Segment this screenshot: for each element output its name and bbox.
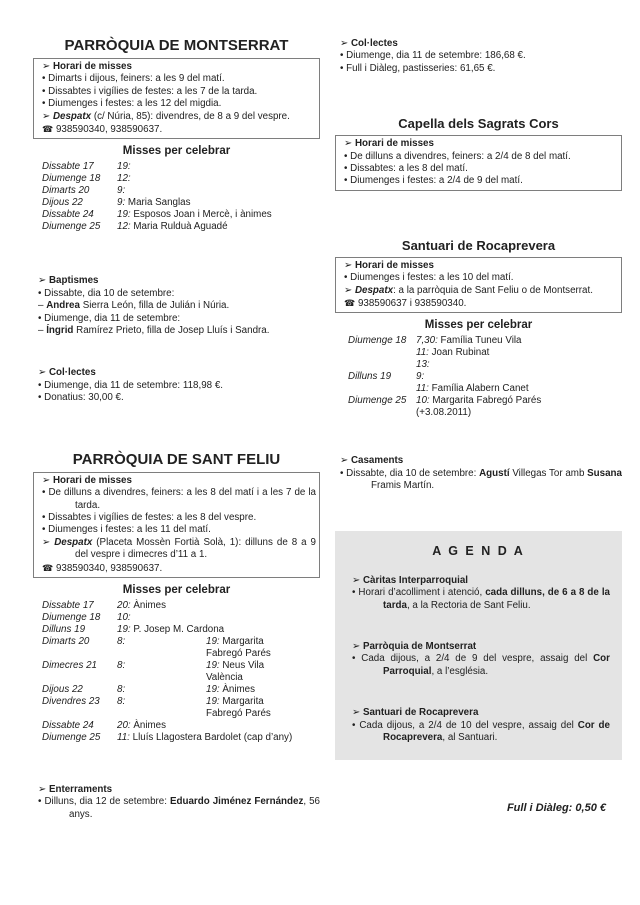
bullet-icon: • — [344, 163, 348, 175]
montserrat-masses-table — [33, 161, 320, 233]
phone-icon: ☎ — [344, 298, 356, 309]
price-note: Full i Diàleg: 0,50 € — [506, 802, 606, 815]
bullet-icon: • — [38, 796, 42, 808]
mass-entry-2: 19: Margarita Fabregó Parés — [206, 635, 271, 659]
bullet-icon: • — [42, 524, 46, 536]
mass-entry-1: 20: Ànimes — [117, 719, 167, 731]
rocaprevera-masses-table — [335, 335, 622, 419]
mass-entry-2 — [206, 720, 301, 732]
bullet-icon: • — [42, 487, 46, 499]
mass-row — [33, 185, 320, 197]
collectes-section — [335, 38, 622, 75]
day-label: Dijous 22 — [42, 197, 83, 209]
bullet-icon: • — [42, 73, 46, 85]
horari-item: • Diumenges i festes: a les 11 del matí. — [42, 524, 211, 536]
arrow-bullet-icon: ➢ — [38, 367, 47, 379]
horari-item: • De dilluns a divendres, feiners: a les 8 del matí i a les 7 de la tarda. — [42, 487, 316, 511]
agenda-title: A G E N D A — [432, 543, 525, 558]
horari-header: ➢ Horari de misses — [42, 474, 132, 486]
day-label: Dimecres 21 — [42, 659, 97, 671]
mass-entry-1: 19: P. Josep M. Cardona — [117, 623, 225, 635]
casaments-section — [335, 455, 622, 492]
mass-entry-1: 11: Lluís Llagostera Bardolet (cap d’any) — [117, 731, 293, 743]
mass-entry-2 — [206, 600, 301, 612]
mass-row — [335, 395, 622, 419]
day-label: Dimarts 20 — [42, 635, 90, 647]
arrow-bullet-icon: ➢ — [344, 259, 353, 271]
arrow-bullet-icon: ➢ — [352, 707, 361, 719]
day-label: Diumenge 18 — [348, 335, 407, 347]
bullet-icon: • — [352, 587, 356, 599]
mass-entry: 7,30: Família Tuneu Vila — [416, 335, 522, 347]
mass-row — [33, 624, 320, 636]
mass-entry-2: 19: Ànimes — [206, 683, 256, 695]
mass-entry-2: 19: Margarita Fabregó Parés — [206, 695, 271, 719]
bullet-icon: • — [340, 467, 344, 479]
arrow-bullet-icon: ➢ — [38, 275, 47, 287]
mass-entry-1: 8: — [117, 695, 126, 707]
day-label — [335, 383, 416, 395]
mass-row — [33, 612, 320, 624]
mass-row — [33, 209, 320, 221]
mass-row — [335, 371, 622, 383]
day-label: Dissabte 24 — [42, 209, 94, 221]
arrow-bullet-icon: ➢ — [340, 38, 349, 49]
mass-row — [33, 660, 320, 684]
mass-entry: 10: Margarita Fabregó Parés (+3.08.2011) — [416, 395, 542, 419]
agenda-item-header: ➢ Parròquia de Montserrat — [352, 640, 477, 652]
phone-line: ☎ 938590340, 938590637. — [42, 562, 163, 574]
section-header: ➢ Col·lectes — [340, 38, 398, 49]
arrow-bullet-icon: ➢ — [42, 474, 51, 486]
mass-entry-2 — [206, 624, 301, 636]
horari-item: • Diumenges i festes: a 2/4 de 9 del matí. — [344, 175, 523, 187]
collecte-item: • Diumenge, dia 11 de setembre: 118,98 €. — [38, 379, 223, 391]
agenda-item — [347, 707, 610, 744]
despatx-line: ➢ Despatx: a la parròquia de Sant Feliu o de Montserrat. — [344, 284, 593, 296]
despatx-line: ➢ Despatx (c/ Núria, 85): divendres, de 8 a 9 del vespre. — [42, 110, 290, 122]
bullet-icon: • — [352, 653, 356, 665]
day-label: Dijous 22 — [42, 683, 83, 695]
day-label: Divendres 23 — [42, 695, 100, 707]
mass-entry: 12: Maria Rulduà Aguadé — [117, 221, 228, 233]
day-label — [335, 347, 416, 359]
capella-horari-box — [335, 135, 622, 191]
day-label: Diumenge 18 — [42, 173, 101, 185]
parish-title-montserrat: PARRÒQUIA DE MONTSERRAT — [64, 37, 289, 54]
phone-icon: ☎ — [42, 124, 54, 135]
arrow-bullet-icon: ➢ — [42, 110, 51, 122]
bullet-icon: • — [344, 150, 348, 162]
day-label: Dissabte 17 — [42, 599, 94, 611]
santfeliu-masses-table — [33, 600, 320, 744]
enterrament-entry: • Dilluns, dia 12 de setembre: Eduardo Jiménez Fernández, 56 anys. — [38, 796, 320, 820]
mass-row — [33, 161, 320, 173]
mass-row — [33, 600, 320, 612]
horari-item: • Dissabtes: a les 8 del matí. — [344, 163, 468, 175]
mass-entry-2: 19: Neus Vila València — [206, 659, 265, 683]
section-header: ➢ Col·lectes — [38, 367, 96, 379]
mass-row — [33, 720, 320, 732]
mass-row — [335, 359, 622, 371]
arrow-bullet-icon: ➢ — [42, 61, 51, 72]
phone-icon: ☎ — [42, 562, 54, 573]
agenda-item — [347, 575, 610, 612]
horari-header: ➢ Horari de misses — [42, 61, 132, 72]
mass-row — [33, 636, 320, 660]
right-column — [335, 32, 622, 821]
day-label: Dissabte 17 — [42, 161, 94, 173]
mass-entry: 11: Família Alabern Canet — [416, 383, 529, 395]
rocaprevera-horari-box — [335, 257, 622, 314]
dash-icon: – — [38, 325, 44, 337]
montserrat-horari-box — [33, 58, 320, 139]
bullet-icon: • — [340, 50, 344, 62]
collectes-section — [33, 367, 320, 404]
phone-line: ☎ 938590340, 938590637. — [42, 124, 163, 136]
arrow-bullet-icon: ➢ — [340, 455, 349, 467]
santfeliu-horari-box — [33, 472, 320, 578]
arrow-bullet-icon: ➢ — [38, 783, 47, 795]
day-label: Dilluns 19 — [42, 623, 86, 635]
baptismes-section — [33, 275, 320, 337]
agenda-item — [347, 641, 610, 678]
bullet-icon: • — [340, 62, 344, 74]
casament-entry: • Dissabte, dia 10 de setembre: Agustí Villegas Tor amb Susana Framis Martín. — [340, 467, 622, 492]
misses-header: Misses per celebrar — [122, 145, 231, 158]
mass-entry: 13: — [416, 359, 430, 371]
left-column — [33, 32, 320, 821]
agenda-item-text: • Horari d’acolliment i atenció, cada dilluns, de 6 a 8 de la tarda, a la Rectoria de Sant Feliu. — [352, 587, 611, 611]
mass-entry-1: 8: — [117, 659, 126, 671]
day-label: Diumenge 18 — [42, 611, 101, 623]
bullet-icon: • — [42, 85, 46, 97]
horari-item: • Diumenges i festes: a les 10 del matí. — [344, 272, 514, 284]
day-label: Diumenge 25 — [348, 395, 407, 407]
chapel-title-sagrats-cors: Capella dels Sagrats Cors — [398, 116, 559, 132]
arrow-bullet-icon: ➢ — [344, 284, 353, 296]
mass-entry: 19: — [117, 161, 131, 173]
mass-entry-1: 10: — [117, 611, 131, 623]
mass-row — [335, 383, 622, 395]
bullet-icon: • — [38, 287, 42, 299]
bullet-icon: • — [38, 379, 42, 391]
day-label — [335, 359, 416, 371]
bullet-icon: • — [38, 392, 42, 404]
collecte-item: • Diumenge, dia 11 de setembre: 186,68 €. — [340, 50, 526, 62]
sanctuary-title-rocaprevera: Santuari de Rocaprevera — [401, 237, 556, 253]
mass-entry-2 — [206, 732, 301, 744]
horari-header: ➢ Horari de misses — [344, 259, 434, 271]
mass-row — [33, 696, 320, 720]
collecte-item: • Full i Diàleg, pastisseries: 61,65 €. — [340, 62, 496, 74]
misses-header: Misses per celebrar — [122, 583, 231, 596]
baptisme-entry: – Andrea Sierra León, filla de Julián i Núria. — [38, 300, 230, 312]
arrow-bullet-icon: ➢ — [344, 138, 353, 150]
day-label: Dilluns 19 — [348, 371, 392, 383]
mass-entry: 19: Esposos Joan i Mercè, i ànimes — [117, 209, 272, 221]
mass-entry-1: 8: — [117, 683, 126, 695]
mass-row — [33, 684, 320, 696]
section-header: ➢ Enterraments — [38, 783, 113, 795]
mass-entry-2 — [206, 612, 301, 624]
mass-row — [335, 335, 622, 347]
bullet-icon: • — [42, 511, 46, 523]
horari-item: • Dissabtes i vigílies de festes: a les 8 del vespre. — [42, 511, 257, 523]
bullet-icon: • — [344, 272, 348, 284]
section-header: ➢ Casaments — [340, 455, 404, 467]
day-label: Diumenge 25 — [42, 731, 101, 743]
mass-entry: 9: — [117, 185, 126, 197]
mass-row — [33, 173, 320, 185]
agenda-item-header: ➢ Càritas Interparroquial — [352, 574, 469, 586]
arrow-bullet-icon: ➢ — [352, 574, 361, 586]
mass-row — [33, 197, 320, 209]
horari-item: • Diumenges i festes: a les 12 del migdia. — [42, 98, 222, 110]
mass-entry: 12: — [117, 173, 131, 185]
mass-entry: 9: — [416, 371, 425, 383]
baptisme-date: • Dissabte, dia 10 de setembre: — [38, 287, 175, 299]
day-label: Diumenge 25 — [42, 221, 101, 233]
agenda-item-text: • Cada dijous, a 2/4 de 10 del vespre, assaig del Cor de Rocaprevera, al Santuari. — [352, 719, 610, 743]
agenda-item-text: • Cada dijous, a 2/4 de 9 del vespre, assaig del Cor Parroquial, a l’església. — [352, 653, 610, 677]
parish-title-santfeliu: PARRÒQUIA DE SANT FELIU — [72, 450, 281, 468]
mass-row — [335, 347, 622, 359]
mass-row — [33, 221, 320, 233]
enterraments-section — [33, 784, 320, 821]
horari-item: • Dissabtes i vigílies de festes: a les 7 de la tarda. — [42, 85, 258, 97]
arrow-bullet-icon: ➢ — [42, 536, 51, 548]
horari-header: ➢ Horari de misses — [344, 138, 434, 150]
baptisme-entry: – Íngrid Ramírez Prieto, filla de Josep Lluís i Sandra. — [38, 325, 270, 337]
horari-item: • Dimarts i dijous, feiners: a les 9 del matí. — [42, 73, 225, 85]
mass-entry-1: 20: Ànimes — [117, 599, 167, 611]
phone-line: ☎ 938590637 i 938590340. — [344, 298, 467, 310]
day-label: Dimarts 20 — [42, 185, 90, 197]
arrow-bullet-icon: ➢ — [352, 640, 361, 652]
collecte-item: • Donatius: 30,00 €. — [38, 392, 124, 404]
section-header: ➢ Baptismes — [38, 275, 99, 287]
bullet-icon: • — [344, 175, 348, 187]
bullet-icon: • — [352, 719, 356, 731]
mass-entry-1: 8: — [117, 635, 126, 647]
horari-item: • De dilluns a divendres, feiners: a 2/4 de 8 del matí. — [344, 150, 571, 162]
misses-header: Misses per celebrar — [424, 319, 533, 332]
mass-row — [33, 732, 320, 744]
bullet-icon: • — [42, 98, 46, 110]
bullet-icon: • — [38, 312, 42, 324]
agenda-item-header: ➢ Santuari de Rocaprevera — [352, 707, 479, 719]
dash-icon: – — [38, 300, 44, 312]
day-label: Dissabte 24 — [42, 719, 94, 731]
baptisme-date: • Diumenge, dia 11 de setembre: — [38, 312, 181, 324]
mass-entry: 11: Joan Rubinat — [416, 347, 490, 359]
agenda-box — [335, 531, 622, 761]
mass-entry: 9: Maria Sanglas — [117, 197, 191, 209]
despatx-line: ➢ Despatx (Placeta Mossèn Fortià Solà, 1): dilluns de 8 a 9 del vespre i dimecres d’11 a 1. — [42, 536, 316, 561]
